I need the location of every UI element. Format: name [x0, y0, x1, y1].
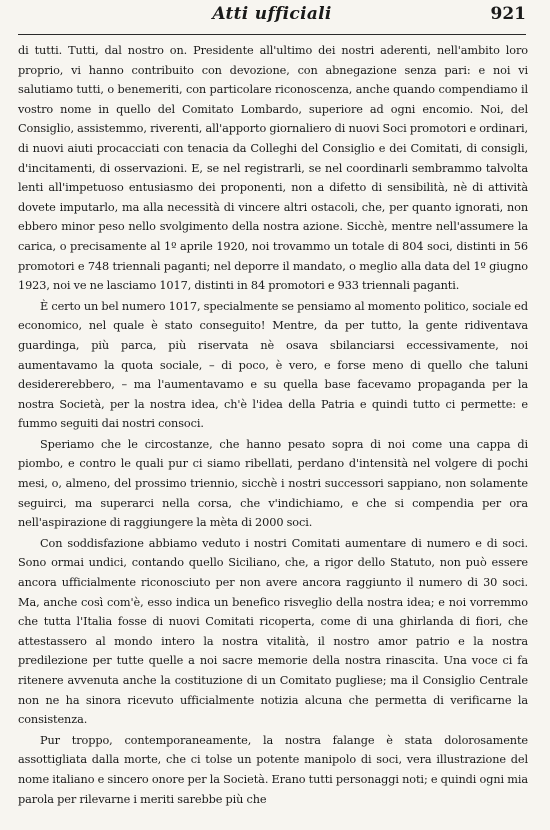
- page-number: 921: [490, 4, 526, 24]
- paragraph-4: Con soddisfazione abbiamo veduto i nostri Comitati aumentare di numero e di soci. Sono ormai undici, contando quello Siciliano, che, a rigor dello Statuto, non può essere ancora ufficialmente riconosciuto per non avere ancora raggiunto il numero di 30 soci. Ma, anche così com'è, esso indica un benefico risveglio della nostra idea; e noi vorremmo che tutta l'Italia fosse di nuovi Comitati ricoperta, come di una ghirlanda di fiori, che attestassero al mondo intero la nostra vitalità, il nostro amor patrio e la nostra predilezione per tutte quelle a noi sacre memorie della nostra rinascita. Una voce ci fa ritenere avvenuta anche la costituzione di un Comitato pugliese; ma il Consiglio Centrale non ne ha sinora ricevuto ufficialmente notizia alcuna che permetta di verificarne la consistenza.: [18, 536, 528, 727]
- body-text: [18, 41, 528, 809]
- page-header: [18, 0, 526, 35]
- running-title: Atti ufficiali: [212, 4, 332, 24]
- paragraph-2: È certo un bel numero 1017, specialmente se pensiamo al momento politico, sociale ed economico, nel quale è stato conseguito! Mentre, da per tutto, la gente ridiventava guardinga, più parca, più riservata nè osava sbilanciarsi eccessivamente, noi aumentavamo la quota sociale, – di poco, è vero, e forse meno di quello che taluni desidererebbero, – ma l'aumentavamo e su quella base facevamo propaganda per la nostra Società, per la nostra idea, ch'è l'idea della Patria e quindi tutto ci permette: e fummo seguiti dai nostri consoci.: [18, 299, 528, 431]
- paragraph-3: Speriamo che le circostanze, che hanno pesato sopra di noi come una cappa di piombo, e contro le quali pur ci siamo ribellati, perdano d'intensità nel volgere di pochi mesi, o, almeno, del prossimo triennio, sicchè i nostri successori sappiano, non solamente seguirci, ma superarci nella corsa, che v'indichiamo, e che si compendia per ora nell'aspirazione di raggiungere la mèta di 2000 soci.: [18, 437, 528, 530]
- paragraph-1: di tutti. Tutti, dal nostro on. Presidente all'ultimo dei nostri aderenti, nell'ambito loro proprio, vi hanno contribuito con devozione, con abnegazione senza pari: e noi vi salutiamo tutti, o benemeriti, con particolare riconoscenza, anche quando compendiamo il vostro nome in quello del Comitato Lombardo, superiore ad ogni encomio. Noi, del Consiglio, assistemmo, riverenti, all'apporto giornaliero di nuovi Soci promotori e ordinari, di nuovi aiuti procacciati con tenacia da Colleghi del Consiglio e dei Comitati, di consigli, d'incitamenti, di osservazioni. E, se nel registrarli, se nel coordinarli sembrammo talvolta lenti all'impetuoso entusiasmo dei proponenti, non a difetto di sensibilità, nè di attività dovete imputarlo, ma alla necessità di vincere altri ostacoli, che, per quanto ignorati, non ebbero minor peso nello svolgimento della nostra azione. Sicchè, mentre nell'assumere la carica, o precisamente al 1º aprile 1920, noi trovammo un totale di 804 soci, distinti in 56 promotori e 748 triennali paganti; nel deporre il mandato, o meglio alla data del 1º giugno 1923, noi ve ne lasciamo 1017, distinti in 84 promotori e 933 triennali paganti.: [18, 44, 528, 293]
- paragraph-5: Pur troppo, contemporaneamente, la nostra falange è stata dolorosamente assottigliata dalla morte, che ci tolse un potente manipolo di soci, vera illustrazione del nome italiano e sincero onore per la Società. Erano tutti personaggi noti; e quindi ogni mia parola per rilevarne i meriti sarebbe più che: [18, 733, 528, 806]
